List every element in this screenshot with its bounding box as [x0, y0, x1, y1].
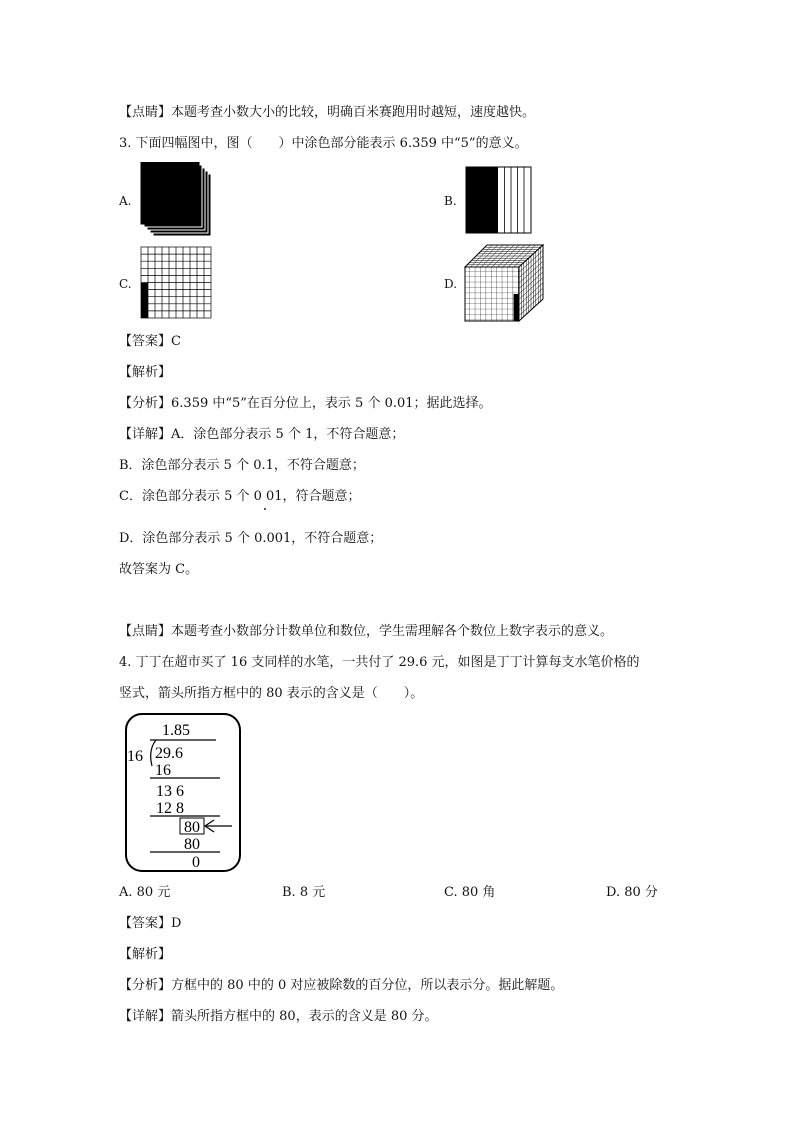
- answer-tag: 【答案】: [119, 334, 172, 349]
- step2-text: 13 6: [156, 783, 184, 800]
- q3-line-b: B．涂色部分表示 5 个 0.1，不符合题意；: [119, 458, 365, 473]
- q4-stem-line2: 竖式，箭头所指方框中的 80 表示的含义是（ ）。: [119, 686, 424, 701]
- q4-xiangjie: [119, 1008, 438, 1026]
- xiangjie-tag: 【详解】: [119, 427, 172, 442]
- note-text: 本题考查小数大小的比较，明确百米赛跑用时越短，速度越快。: [171, 105, 536, 120]
- figure-b-strips-square: [465, 166, 533, 236]
- q3-line-c: C．涂色部分表示 5 个 0 01，符合题意；: [119, 489, 361, 504]
- figure-c-hundred-grid: [140, 246, 212, 320]
- q4-stem-line1: 4. 丁丁在超市买了 16 支同样的水笔，一共付了 29.6 元，如图是丁丁计算每支水笔价格的: [119, 655, 640, 670]
- divisor-text: 16: [127, 748, 143, 765]
- q3-stem: 3. 下面四幅图中，图（ ）中涂色部分能表示 6.359 中“5”的意义。: [119, 136, 528, 151]
- answer-value: D: [171, 916, 182, 931]
- q4-option-d: D. 80 分: [606, 885, 658, 900]
- q4-answer: [119, 915, 181, 933]
- long-division-figure: [122, 712, 244, 874]
- answer-value: C: [171, 334, 181, 349]
- dividend-text: 29.6: [155, 745, 183, 762]
- q3-fenxi: [119, 395, 492, 413]
- q3-option-c-label: C.: [119, 277, 132, 291]
- q3-note: [119, 623, 613, 641]
- step5-text: 80: [184, 836, 200, 853]
- remainder-text: 0: [192, 854, 200, 871]
- xiangjie-text: 箭头所指方框中的 80，表示的含义是 80 分。: [171, 1009, 438, 1024]
- answer-tag: 【答案】: [119, 916, 172, 931]
- step3-text: 12 8: [156, 800, 184, 817]
- boxed-80-text: 80: [184, 819, 200, 836]
- q4-option-b: B. 8 元: [282, 885, 326, 900]
- figure-d-thousand-cube: [464, 244, 546, 322]
- q3-answer: [119, 333, 181, 351]
- q3-option-b-label: B.: [444, 194, 457, 208]
- q4-fenxi: [119, 977, 563, 995]
- q3-option-a-label: A.: [119, 194, 132, 208]
- q2-note: [119, 104, 535, 122]
- quotient-text: 1.85: [162, 722, 190, 739]
- fenxi-tag: 【分析】: [119, 978, 172, 993]
- q3-option-d-label: D.: [444, 277, 458, 291]
- xiangjie-tag: 【详解】: [119, 1009, 172, 1024]
- q3-xiangjie: [119, 426, 404, 444]
- q4-option-c: C. 80 角: [444, 885, 496, 900]
- q4-analysis-tag: 【解析】: [119, 947, 172, 962]
- figure-a-stacked-squares: [140, 162, 214, 238]
- fenxi-tag: 【分析】: [119, 396, 172, 411]
- note-tag: 【点睛】: [119, 105, 172, 120]
- xiangjie-a: A．涂色部分表示 5 个 1，不符合题意；: [171, 427, 405, 442]
- fenxi-text: 6.359 中“5”在百分位上，表示 5 个 0.01；据此选择。: [171, 396, 492, 411]
- note-tag: 【点睛】: [119, 624, 172, 639]
- q3-analysis-tag: 【解析】: [119, 365, 172, 380]
- q3-line-d: D．涂色部分表示 5 个 0.001，不符合题意；: [119, 531, 383, 546]
- stray-dot: [264, 508, 266, 510]
- q4-option-a: A. 80 元: [119, 885, 171, 900]
- q3-conclusion: 故答案为 C。: [119, 562, 199, 577]
- fenxi-text: 方框中的 80 中的 0 对应被除数的百分位，所以表示分。据此解题。: [171, 978, 564, 993]
- note-text: 本题考查小数部分计数单位和数位，学生需理解各个数位上数字表示的意义。: [171, 624, 614, 639]
- step1-text: 16: [155, 762, 171, 779]
